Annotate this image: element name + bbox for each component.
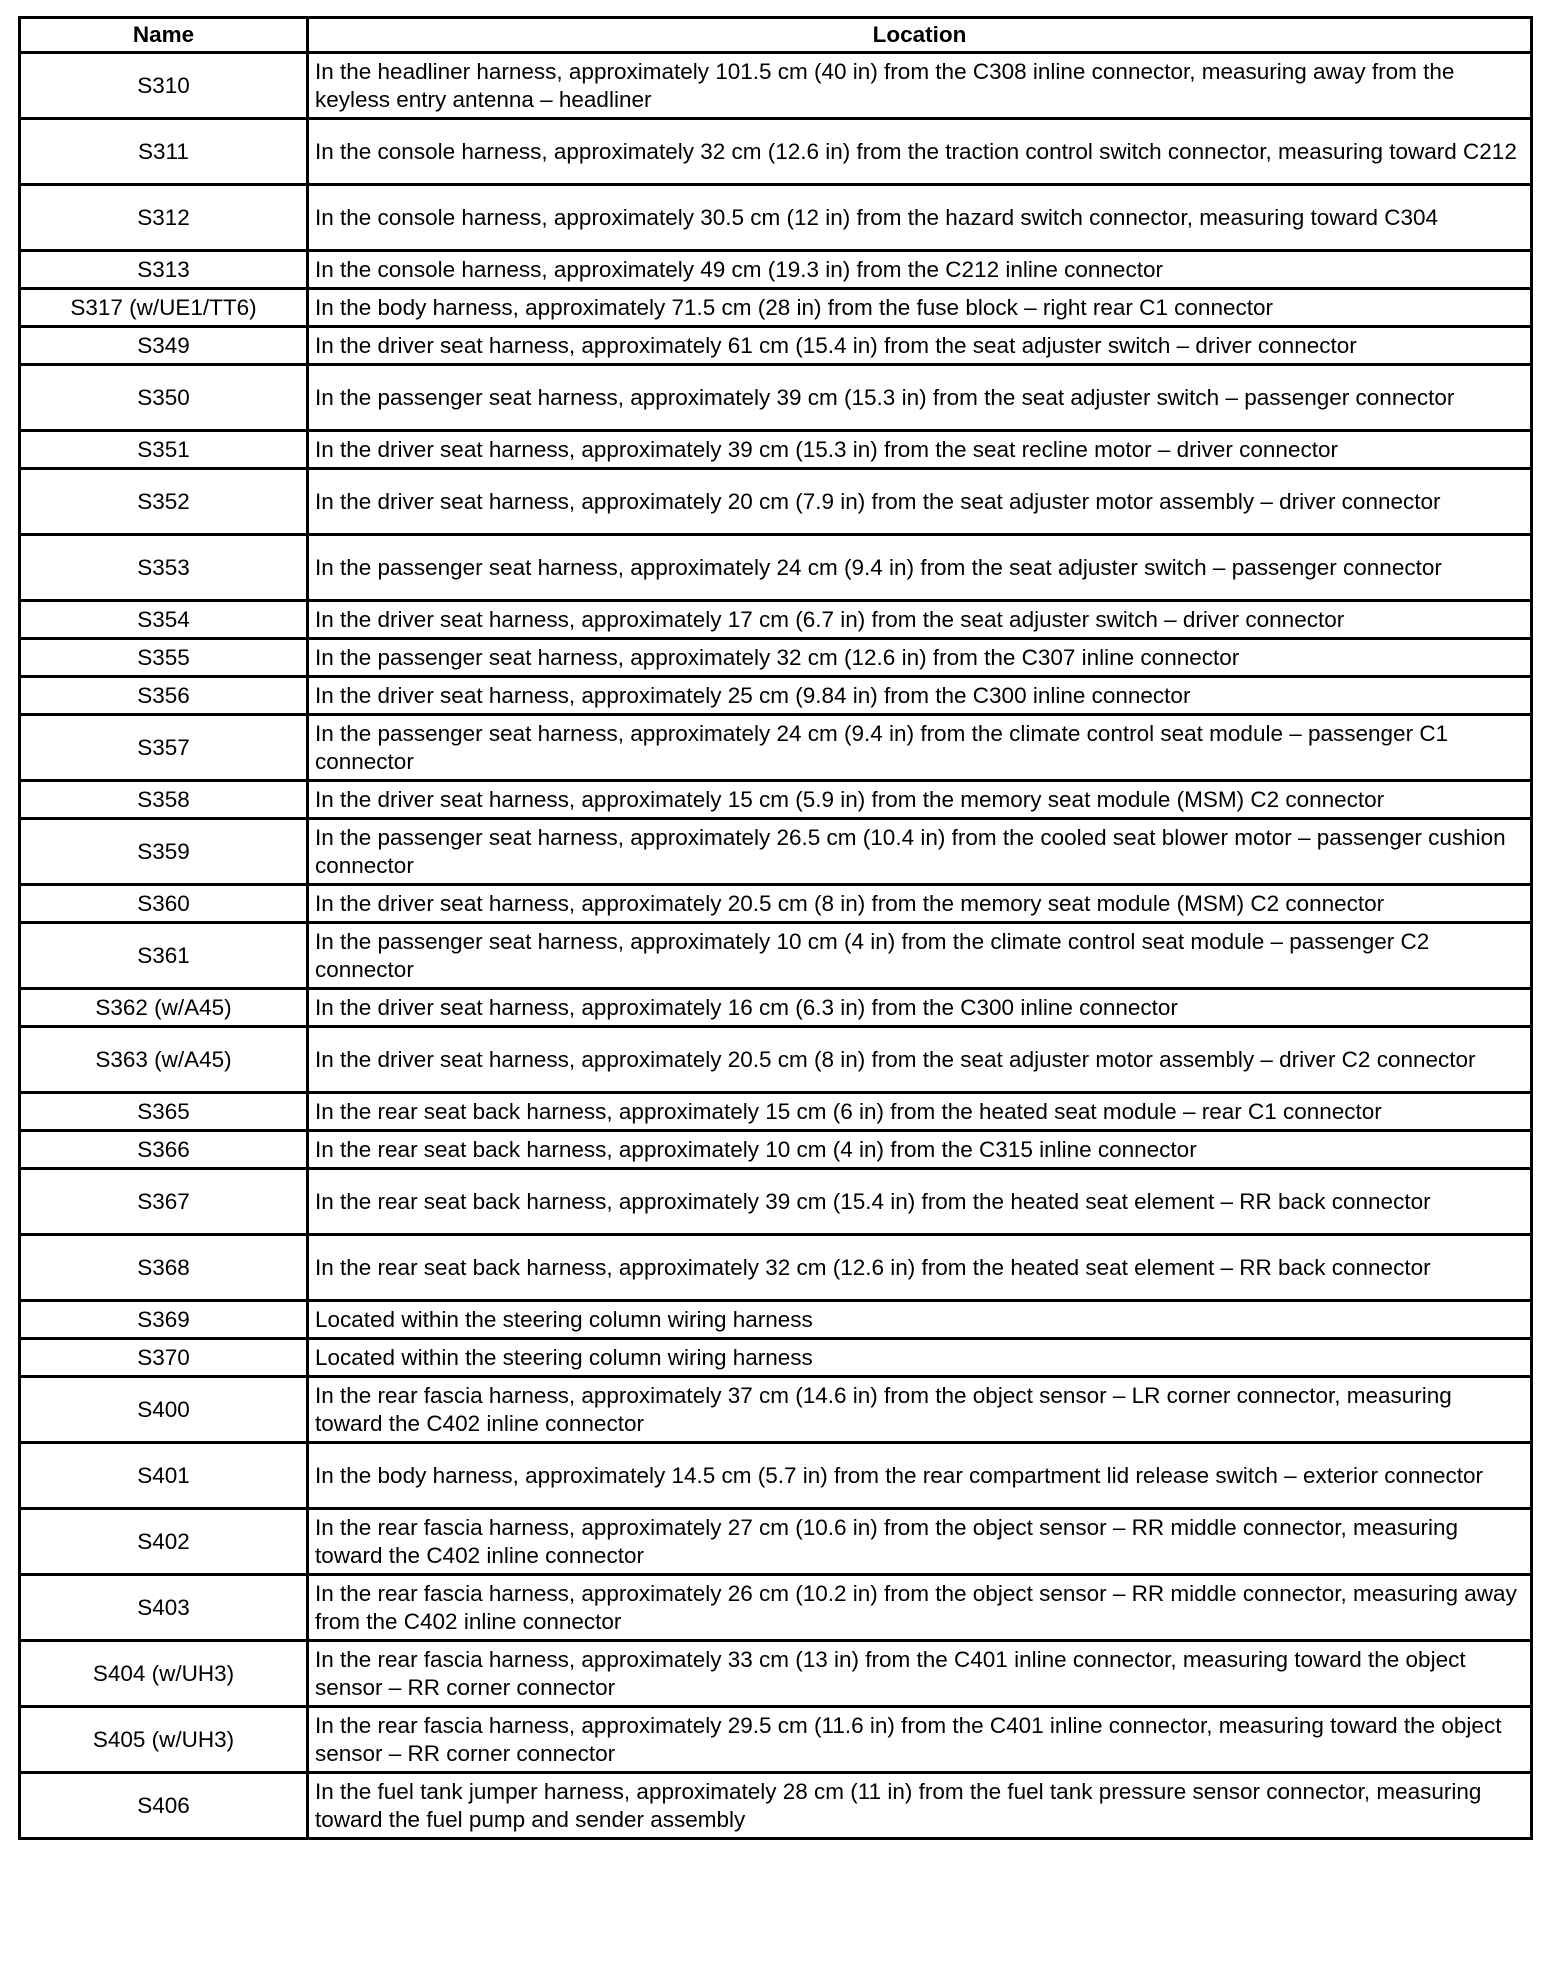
table-row	[20, 1773, 1532, 1839]
table-row	[20, 1509, 1532, 1575]
table-row	[20, 53, 1532, 119]
splice-name-cell: S359	[20, 819, 308, 885]
splice-name-cell: S401	[20, 1443, 308, 1509]
splice-name-cell: S353	[20, 535, 308, 601]
splice-location-cell: Located within the steering column wiring harness	[308, 1301, 1532, 1339]
splice-name-cell: S356	[20, 677, 308, 715]
splice-location-cell: In the driver seat harness, approximately 20.5 cm (8 in) from the seat adjuster motor assembly – driver C2 connector	[308, 1027, 1532, 1093]
splice-name-cell: S363 (w/A45)	[20, 1027, 308, 1093]
table-row	[20, 1641, 1532, 1707]
splice-name-cell: S370	[20, 1339, 308, 1377]
splice-location-cell: In the fuel tank jumper harness, approximately 28 cm (11 in) from the fuel tank pressure sensor connector, measuring toward the fuel pump and sender assembly	[308, 1773, 1532, 1839]
splice-name-cell: S358	[20, 781, 308, 819]
table-row	[20, 327, 1532, 365]
splice-name-cell: S362 (w/A45)	[20, 989, 308, 1027]
splice-location-cell: In the driver seat harness, approximately 16 cm (6.3 in) from the C300 inline connector	[308, 989, 1532, 1027]
splice-name-cell: S403	[20, 1575, 308, 1641]
header-row	[20, 18, 1532, 53]
table-row	[20, 1443, 1532, 1509]
splice-location-cell: In the driver seat harness, approximately 25 cm (9.84 in) from the C300 inline connector	[308, 677, 1532, 715]
column-header-location: Location	[308, 18, 1532, 53]
table-body	[20, 53, 1532, 1839]
table-header	[20, 18, 1532, 53]
splice-location-cell: In the passenger seat harness, approximately 26.5 cm (10.4 in) from the cooled seat blower motor – passenger cushion connector	[308, 819, 1532, 885]
splice-location-table-container	[18, 16, 1533, 1840]
splice-name-cell: S311	[20, 119, 308, 185]
splice-name-cell: S357	[20, 715, 308, 781]
splice-name-cell: S367	[20, 1169, 308, 1235]
table-row	[20, 639, 1532, 677]
table-row	[20, 469, 1532, 535]
splice-name-cell: S366	[20, 1131, 308, 1169]
splice-location-cell: In the console harness, approximately 30.5 cm (12 in) from the hazard switch connector, measuring toward C304	[308, 185, 1532, 251]
table-row	[20, 1131, 1532, 1169]
splice-name-cell: S350	[20, 365, 308, 431]
splice-name-cell: S349	[20, 327, 308, 365]
splice-location-cell: In the body harness, approximately 71.5 cm (28 in) from the fuse block – right rear C1 connector	[308, 289, 1532, 327]
splice-name-cell: S317 (w/UE1/TT6)	[20, 289, 308, 327]
table-row	[20, 715, 1532, 781]
splice-name-cell: S352	[20, 469, 308, 535]
splice-name-cell: S402	[20, 1509, 308, 1575]
splice-name-cell: S360	[20, 885, 308, 923]
table-row	[20, 365, 1532, 431]
splice-location-cell: In the driver seat harness, approximately 61 cm (15.4 in) from the seat adjuster switch – driver connector	[308, 327, 1532, 365]
splice-location-cell: In the passenger seat harness, approximately 24 cm (9.4 in) from the seat adjuster switch – passenger connector	[308, 535, 1532, 601]
splice-location-cell: In the passenger seat harness, approximately 24 cm (9.4 in) from the climate control seat module – passenger C1 connector	[308, 715, 1532, 781]
table-row	[20, 535, 1532, 601]
splice-name-cell: S400	[20, 1377, 308, 1443]
splice-location-cell: In the driver seat harness, approximately 20 cm (7.9 in) from the seat adjuster motor assembly – driver connector	[308, 469, 1532, 535]
table-row	[20, 119, 1532, 185]
splice-name-cell: S404 (w/UH3)	[20, 1641, 308, 1707]
column-header-name: Name	[20, 18, 308, 53]
splice-location-cell: In the rear fascia harness, approximately 33 cm (13 in) from the C401 inline connector, measuring toward the object sensor – RR corner connector	[308, 1641, 1532, 1707]
table-row	[20, 923, 1532, 989]
table-row	[20, 989, 1532, 1027]
splice-location-cell: In the driver seat harness, approximately 20.5 cm (8 in) from the memory seat module (MSM) C2 connector	[308, 885, 1532, 923]
table-row	[20, 885, 1532, 923]
table-row	[20, 601, 1532, 639]
splice-location-cell: In the passenger seat harness, approximately 32 cm (12.6 in) from the C307 inline connector	[308, 639, 1532, 677]
splice-location-cell: In the rear fascia harness, approximately 26 cm (10.2 in) from the object sensor – RR middle connector, measuring away from the C402 inline connector	[308, 1575, 1532, 1641]
splice-name-cell: S354	[20, 601, 308, 639]
table-row	[20, 819, 1532, 885]
splice-name-cell: S406	[20, 1773, 308, 1839]
table-row	[20, 1301, 1532, 1339]
splice-location-cell: In the rear seat back harness, approximately 39 cm (15.4 in) from the heated seat element – RR back connector	[308, 1169, 1532, 1235]
splice-location-cell: In the driver seat harness, approximately 15 cm (5.9 in) from the memory seat module (MSM) C2 connector	[308, 781, 1532, 819]
table-row	[20, 1377, 1532, 1443]
table-row	[20, 1575, 1532, 1641]
splice-name-cell: S355	[20, 639, 308, 677]
table-row	[20, 1235, 1532, 1301]
table-row	[20, 431, 1532, 469]
table-row	[20, 251, 1532, 289]
table-row	[20, 677, 1532, 715]
splice-name-cell: S351	[20, 431, 308, 469]
splice-name-cell: S312	[20, 185, 308, 251]
splice-location-cell: In the rear seat back harness, approximately 10 cm (4 in) from the C315 inline connector	[308, 1131, 1532, 1169]
splice-name-cell: S368	[20, 1235, 308, 1301]
splice-location-table	[18, 16, 1533, 1840]
table-row	[20, 1707, 1532, 1773]
splice-location-cell: In the rear fascia harness, approximately 37 cm (14.6 in) from the object sensor – LR corner connector, measuring toward the C402 inline connector	[308, 1377, 1532, 1443]
splice-location-cell: In the console harness, approximately 49 cm (19.3 in) from the C212 inline connector	[308, 251, 1532, 289]
splice-location-cell: In the rear fascia harness, approximately 29.5 cm (11.6 in) from the C401 inline connector, measuring toward the object sensor – RR corner connector	[308, 1707, 1532, 1773]
splice-name-cell: S310	[20, 53, 308, 119]
splice-location-cell: In the rear seat back harness, approximately 15 cm (6 in) from the heated seat module – rear C1 connector	[308, 1093, 1532, 1131]
splice-location-cell: In the rear fascia harness, approximately 27 cm (10.6 in) from the object sensor – RR middle connector, measuring toward the C402 inline connector	[308, 1509, 1532, 1575]
table-row	[20, 1339, 1532, 1377]
splice-location-cell: In the passenger seat harness, approximately 39 cm (15.3 in) from the seat adjuster switch – passenger connector	[308, 365, 1532, 431]
table-row	[20, 185, 1532, 251]
table-row	[20, 781, 1532, 819]
table-row	[20, 1169, 1532, 1235]
table-row	[20, 1027, 1532, 1093]
splice-location-cell: Located within the steering column wiring harness	[308, 1339, 1532, 1377]
splice-location-cell: In the body harness, approximately 14.5 cm (5.7 in) from the rear compartment lid release switch – exterior connector	[308, 1443, 1532, 1509]
table-row	[20, 289, 1532, 327]
splice-location-cell: In the passenger seat harness, approximately 10 cm (4 in) from the climate control seat module – passenger C2 connector	[308, 923, 1532, 989]
splice-name-cell: S369	[20, 1301, 308, 1339]
splice-name-cell: S405 (w/UH3)	[20, 1707, 308, 1773]
splice-location-cell: In the headliner harness, approximately 101.5 cm (40 in) from the C308 inline connector, measuring away from the keyless entry antenna – headliner	[308, 53, 1532, 119]
table-row	[20, 1093, 1532, 1131]
splice-name-cell: S313	[20, 251, 308, 289]
splice-name-cell: S365	[20, 1093, 308, 1131]
splice-location-cell: In the rear seat back harness, approximately 32 cm (12.6 in) from the heated seat element – RR back connector	[308, 1235, 1532, 1301]
splice-location-cell: In the driver seat harness, approximately 17 cm (6.7 in) from the seat adjuster switch – driver connector	[308, 601, 1532, 639]
splice-name-cell: S361	[20, 923, 308, 989]
splice-location-cell: In the console harness, approximately 32 cm (12.6 in) from the traction control switch connector, measuring toward C212	[308, 119, 1532, 185]
splice-location-cell: In the driver seat harness, approximately 39 cm (15.3 in) from the seat recline motor – driver connector	[308, 431, 1532, 469]
